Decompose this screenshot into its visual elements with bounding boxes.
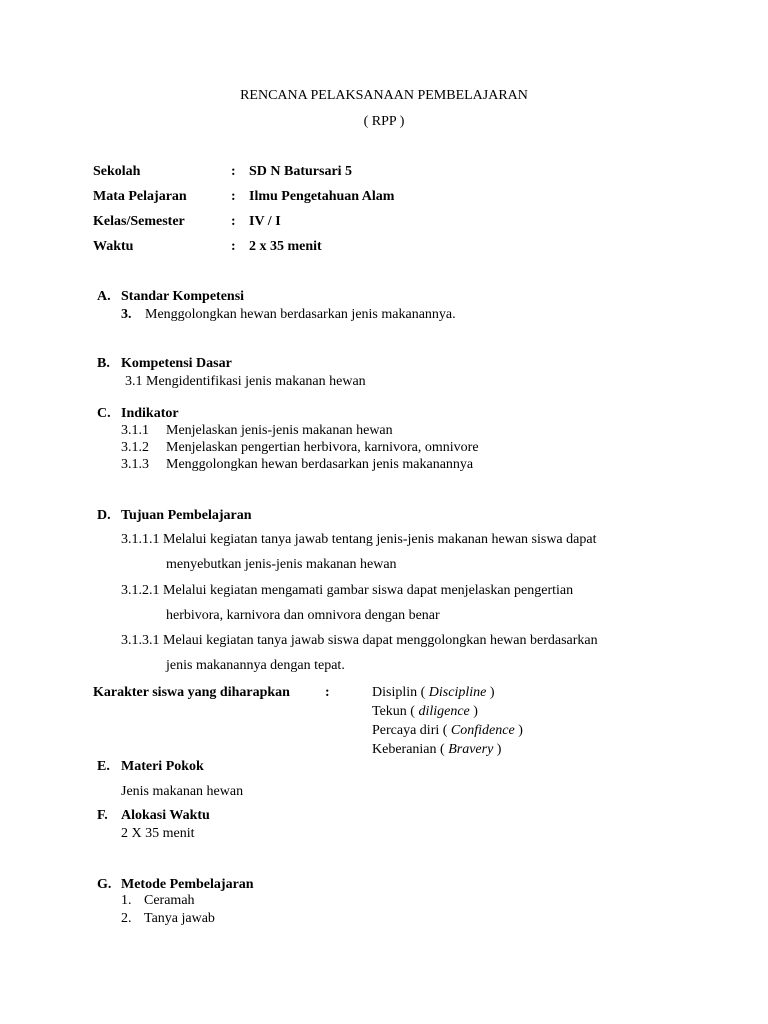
metode-num: 2. <box>121 911 132 926</box>
indikator-num: 3.1.2 <box>121 440 149 455</box>
info-colon: : <box>231 164 236 179</box>
section-a-heading: Standar Kompetensi <box>121 289 245 304</box>
info-label-kelas-semester: Kelas/Semester <box>93 214 185 229</box>
section-b-letter: B. <box>97 356 110 371</box>
metode-text: Tanya jawab <box>144 911 215 926</box>
info-value-mata-pelajaran: Ilmu Pengetahuan Alam <box>249 189 395 204</box>
section-f-letter: F. <box>97 808 108 823</box>
section-e-heading: Materi Pokok <box>121 759 204 774</box>
tujuan-line: 3.1.2.1 Melalui kegiatan mengamati gambar siswa dapat menjelaskan pengertian <box>121 583 574 598</box>
karakter-item: Keberanian ( Bravery ) <box>372 742 502 757</box>
info-label-waktu: Waktu <box>93 239 134 254</box>
section-e-letter: E. <box>97 759 110 774</box>
section-e-text: Jenis makanan hewan <box>121 784 244 799</box>
karakter-label: Karakter siswa yang diharapkan <box>93 685 290 700</box>
section-f-heading: Alokasi Waktu <box>121 808 210 823</box>
section-c-letter: C. <box>97 406 111 421</box>
section-b-text: 3.1 Mengidentifikasi jenis makanan hewan <box>125 374 366 389</box>
tujuan-line: herbivora, karnivora dan omnivora dengan benar <box>166 608 440 623</box>
section-f-text: 2 X 35 menit <box>121 826 195 841</box>
tujuan-line: 3.1.3.1 Melaui kegiatan tanya jawab siswa dapat menggolongkan hewan berdasarkan <box>121 633 598 648</box>
info-colon: : <box>231 239 236 254</box>
tujuan-line: menyebutkan jenis-jenis makanan hewan <box>166 557 397 572</box>
section-g-heading: Metode Pembelajaran <box>121 877 254 892</box>
indikator-text: Menjelaskan jenis-jenis makanan hewan <box>166 423 393 438</box>
indikator-num: 3.1.1 <box>121 423 149 438</box>
info-colon: : <box>231 189 236 204</box>
section-d-heading: Tujuan Pembelajaran <box>121 508 252 523</box>
doc-subtitle: ( RPP ) <box>363 114 405 129</box>
tujuan-line: jenis makanannya dengan tepat. <box>166 658 345 673</box>
karakter-item: Disiplin ( Discipline ) <box>372 685 495 700</box>
tujuan-line: 3.1.1.1 Melalui kegiatan tanya jawab tentang jenis-jenis makanan hewan siswa dapat <box>121 532 597 547</box>
section-d-letter: D. <box>97 508 111 523</box>
section-a-number: 3. <box>121 307 132 322</box>
karakter-item: Percaya diri ( Confidence ) <box>372 723 523 738</box>
metode-text: Ceramah <box>144 893 195 908</box>
info-value-sekolah: SD N Batursari 5 <box>249 164 353 179</box>
indikator-text: Menjelaskan pengertian herbivora, karnivora, omnivore <box>166 440 479 455</box>
section-c-heading: Indikator <box>121 406 179 421</box>
indikator-text: Menggolongkan hewan berdasarkan jenis makanannya <box>166 457 474 472</box>
info-label-sekolah: Sekolah <box>93 164 141 179</box>
karakter-colon: : <box>325 685 330 700</box>
section-g-letter: G. <box>97 877 112 892</box>
metode-num: 1. <box>121 893 132 908</box>
section-a-text: Menggolongkan hewan berdasarkan jenis makanannya. <box>145 307 456 322</box>
doc-title: RENCANA PELAKSANAAN PEMBELAJARAN <box>240 88 528 103</box>
info-value-kelas-semester: IV / I <box>249 214 281 229</box>
info-colon: : <box>231 214 236 229</box>
info-value-waktu: 2 x 35 menit <box>249 239 322 254</box>
section-a-letter: A. <box>97 289 111 304</box>
indikator-num: 3.1.3 <box>121 457 149 472</box>
karakter-item: Tekun ( diligence ) <box>372 704 478 719</box>
section-b-heading: Kompetensi Dasar <box>121 356 232 371</box>
info-label-mata-pelajaran: Mata Pelajaran <box>93 189 187 204</box>
